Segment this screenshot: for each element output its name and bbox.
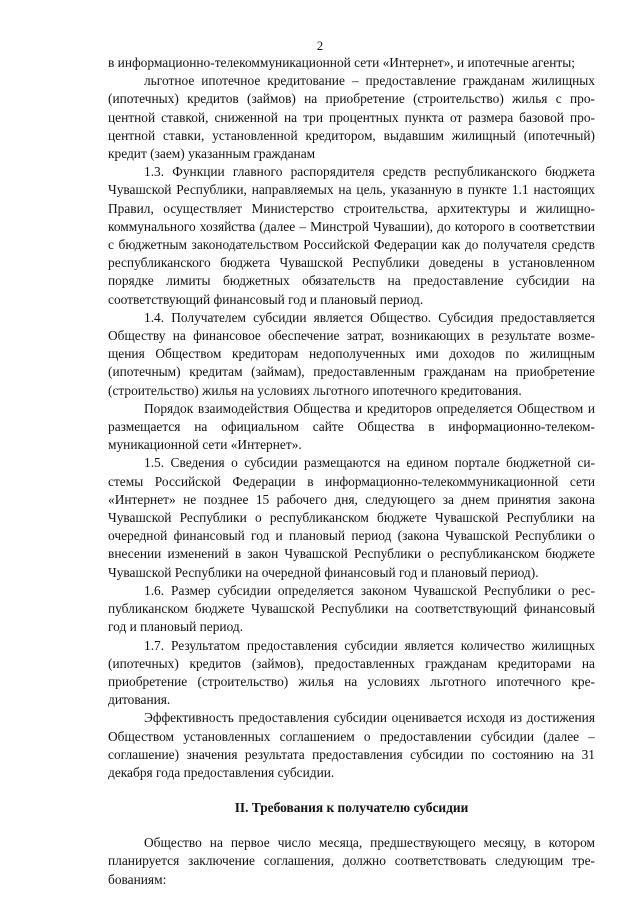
paragraph-1-5: 1.5. Сведения о субсидии размещаются на едином портале бюджетной системы Российской Федерации в информационно-телекоммуникационной сети «Интернет» не позднее 15 рабочего дня, следующего за днем принятия закона Чувашской Республики о республиканском бюджете Чувашской Республики на очередной финансовый год и плановый период (закона Чувашской Республики о внесении изменений в закон Чувашской Республики о республиканском бюджете Чувашской Республики на очередной финансовый год и плановый период).: [108, 455, 595, 580]
paragraph-efficiency: Эффективность предоставления субсидии оценивается исходя из достижения Обществом установленных соглашением о предоставлении субсидии (далее – соглашение) значения результата предоставления субсидии по состоянию на 31 декабря года предоставления субсидии.: [108, 710, 595, 780]
paragraph-definition-preferential-mortgage: льготное ипотечное кредитование – предоставление гражданам жилищных (ипотечных) кредитов (займов) на приобретение (строительство) жилья с процентной ставкой, сниженной на три процентных пункта от размера базовой процентной ставки, установленной кредитором, выдавшим жилищный (ипотечный) кредит (заем) указанным гражданам: [108, 73, 595, 162]
document-body: [108, 54, 595, 889]
paragraph-1-4: 1.4. Получателем субсидии является Общество. Субсидия предоставляется Обществу на финансовое обеспечение затрат, возникающих в результате возмещения Обществом кредиторам недополученных ими доходов по жилищным (ипотечным) кредитам (займам), предоставленным гражданам на приобретение (строительство) жилья на условиях льготного ипотечного кредитования.: [108, 309, 595, 398]
page-number: 2: [316, 39, 324, 53]
section-heading: II. Требования к получателю субсидии: [234, 800, 469, 816]
paragraph-1-7: 1.7. Результатом предоставления субсидии является количество жилищных (ипотечных) кредитов (займов), предоставленных гражданам кредиторами на приобретение (строительство) жилья на условиях льготного ипотечного кредитования.: [108, 637, 595, 708]
paragraph-continuation: в информационно-телекоммуникационной сети «Интернет», и ипотечные агенты;: [108, 55, 575, 70]
paragraph-section-2-intro: Общество на первое число месяца, предшествующего месяцу, в котором планируется заключение соглашения, должно соответствовать следующим требованиям:: [108, 835, 595, 887]
paragraph-1-6: 1.6. Размер субсидии определяется законом Чувашской Республики о республиканском бюджете Чувашской Республики на соответствующий финансовый год и плановый период.: [108, 582, 595, 635]
paragraph-1-3: 1.3. Функции главного распорядителя средств республиканского бюджета Чувашской Республики, направляемых на цель, указанную в пункте 1.1 настоящих Правил, осуществляет Министерство строительства, архитектуры и жилищно-коммунального хозяйства (далее – Минстрой Чувашии), до которого в соответствии с бюджетным законодательством Российской Федерации как до получателя средств республиканского бюджета Чувашской Республики доведены в установленном порядке лимиты бюджетных обязательств на предоставление субсидии на соответствующий финансовый год и плановый период.: [108, 164, 595, 307]
paragraph-interaction-procedure: Порядок взаимодействия Общества и кредиторов определяется Обществом и размещается на официальном сайте Общества в информационно-телекоммуникационной сети «Интернет».: [108, 400, 595, 453]
